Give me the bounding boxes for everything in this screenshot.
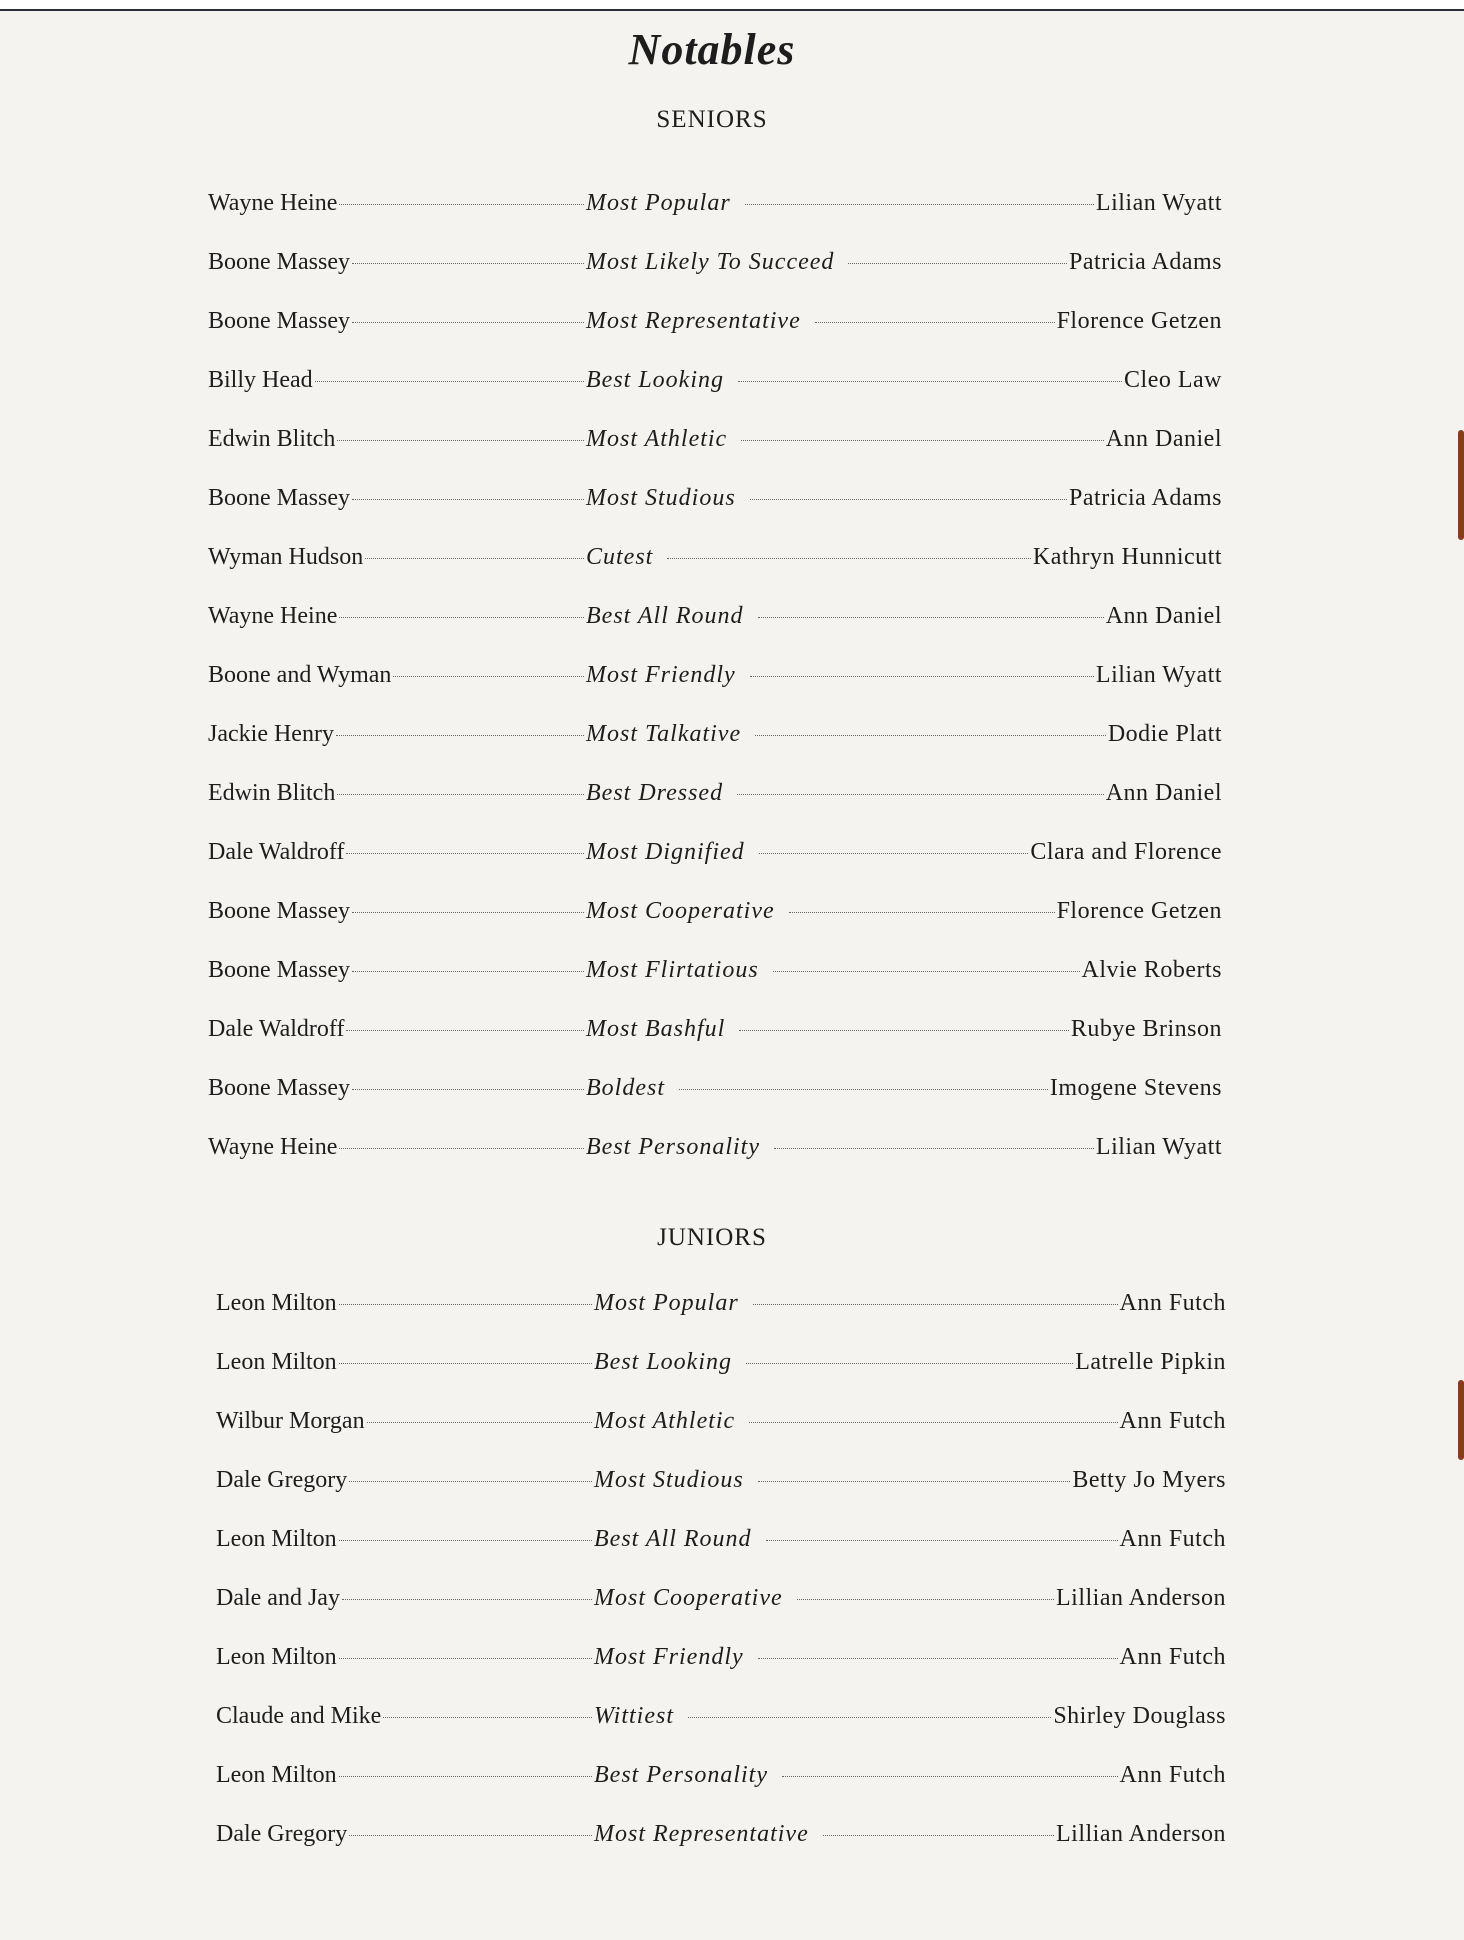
notable-row [208, 1075, 1222, 1115]
award-cell [586, 544, 1222, 571]
female-name: Ann Futch [1119, 1526, 1226, 1552]
award-cell [586, 308, 1222, 335]
award-title: Cutest [586, 544, 654, 570]
dot-leader [759, 853, 1029, 854]
female-name: Patricia Adams [1069, 485, 1222, 511]
male-name-cell [208, 780, 586, 807]
male-name: Wilbur Morgan [216, 1408, 365, 1434]
dot-leader [352, 1089, 584, 1090]
award-title: Most Athletic [594, 1408, 736, 1434]
dot-leader [383, 1717, 592, 1718]
notable-row [216, 1585, 1226, 1625]
award-title: Most Friendly [586, 662, 736, 688]
award-title: Most Likely To Succeed [586, 249, 835, 275]
notable-row [216, 1290, 1226, 1330]
award-cell [594, 1821, 1226, 1848]
award-title: Most Popular [586, 190, 731, 216]
seniors-heading: SENIORS [656, 106, 768, 133]
award-title: Most Bashful [586, 1016, 726, 1042]
award-title: Most Dignified [586, 839, 745, 865]
dot-leader [365, 558, 584, 559]
award-cell [586, 780, 1222, 807]
female-name: Patricia Adams [1069, 249, 1222, 275]
notable-row [208, 721, 1222, 761]
female-name: Ann Futch [1119, 1644, 1226, 1670]
award-cell [586, 485, 1222, 512]
male-name: Edwin Blitch [208, 426, 336, 452]
male-name: Dale and Jay [216, 1585, 340, 1611]
award-cell [586, 1134, 1222, 1161]
male-name-cell [208, 839, 586, 866]
award-title: Best Dressed [586, 780, 724, 806]
male-name: Billy Head [208, 367, 313, 393]
female-name: Ann Futch [1119, 1290, 1226, 1316]
dot-leader [339, 1540, 592, 1541]
notable-row [208, 367, 1222, 407]
dot-leader [774, 1148, 1094, 1149]
male-name: Boone Massey [208, 898, 350, 924]
award-title: Most Studious [586, 485, 736, 511]
dot-leader [352, 322, 584, 323]
male-name-cell [208, 721, 586, 748]
dot-leader [349, 1835, 592, 1836]
award-title: Best Looking [586, 367, 724, 393]
male-name-cell [208, 367, 586, 394]
juniors-heading: JUNIORS [657, 1224, 767, 1251]
award-title: Most Studious [594, 1467, 744, 1493]
male-name: Dale Gregory [216, 1821, 348, 1847]
dot-leader [766, 1540, 1118, 1541]
notable-row [208, 898, 1222, 938]
notable-row [208, 308, 1222, 348]
male-name: Leon Milton [216, 1762, 337, 1788]
dot-leader [679, 1089, 1048, 1090]
dot-leader [315, 381, 584, 382]
award-title: Most Friendly [594, 1644, 744, 1670]
dot-leader [336, 735, 584, 736]
dot-leader [758, 617, 1104, 618]
award-cell [594, 1762, 1226, 1789]
male-name-cell [208, 957, 586, 984]
award-cell [586, 1075, 1222, 1102]
dot-leader [745, 204, 1094, 205]
notable-row [208, 426, 1222, 466]
dot-leader [337, 794, 584, 795]
page-top-edge [0, 0, 1464, 11]
male-name: Wayne Heine [208, 190, 338, 216]
male-name: Leon Milton [216, 1290, 337, 1316]
award-cell [586, 1016, 1222, 1043]
notable-row [208, 603, 1222, 643]
award-cell [586, 367, 1222, 394]
award-cell [586, 426, 1222, 453]
award-cell [594, 1290, 1226, 1317]
dot-leader [755, 735, 1106, 736]
dot-leader [342, 1599, 592, 1600]
award-title: Best Personality [594, 1762, 768, 1788]
award-title: Most Representative [594, 1821, 809, 1847]
notable-row [208, 780, 1222, 820]
dot-leader [346, 1030, 584, 1031]
award-cell [594, 1585, 1226, 1612]
male-name-cell [208, 1075, 586, 1102]
dot-leader [352, 499, 584, 500]
dot-leader [758, 1481, 1071, 1482]
male-name: Boone and Wyman [208, 662, 392, 688]
female-name: Ann Daniel [1105, 603, 1222, 629]
notable-row [208, 1134, 1222, 1174]
dot-leader [352, 971, 584, 972]
notable-row [216, 1762, 1226, 1802]
male-name-cell [216, 1644, 594, 1671]
male-name-cell [216, 1821, 594, 1848]
notable-row [216, 1408, 1226, 1448]
dot-leader [352, 912, 584, 913]
male-name-cell [208, 662, 586, 689]
award-cell [586, 957, 1222, 984]
female-name: Latrelle Pipkin [1075, 1349, 1226, 1375]
male-name-cell [208, 544, 586, 571]
dot-leader [773, 971, 1080, 972]
award-title: Most Cooperative [586, 898, 775, 924]
male-name: Leon Milton [216, 1644, 337, 1670]
notable-row [208, 249, 1222, 289]
dot-leader [339, 1776, 592, 1777]
female-name: Clara and Florence [1030, 839, 1222, 865]
dot-leader [352, 263, 584, 264]
male-name: Leon Milton [216, 1526, 337, 1552]
male-name-cell [208, 190, 586, 217]
male-name: Claude and Mike [216, 1703, 382, 1729]
award-title: Most Flirtatious [586, 957, 759, 983]
award-cell [586, 662, 1222, 689]
award-cell [594, 1703, 1226, 1730]
male-name: Wayne Heine [208, 603, 338, 629]
award-cell [586, 839, 1222, 866]
dot-leader [667, 558, 1031, 559]
notable-row [208, 839, 1222, 879]
dot-leader [688, 1717, 1051, 1718]
notable-row [208, 662, 1222, 702]
notable-row [208, 485, 1222, 525]
notable-row [216, 1526, 1226, 1566]
male-name-cell [208, 1016, 586, 1043]
award-title: Best Looking [594, 1349, 732, 1375]
dot-leader [737, 794, 1104, 795]
female-name: Florence Getzen [1056, 898, 1222, 924]
male-name: Leon Milton [216, 1349, 337, 1375]
award-title: Most Popular [594, 1290, 739, 1316]
male-name-cell [208, 603, 586, 630]
male-name-cell [216, 1762, 594, 1789]
dot-leader [346, 853, 584, 854]
award-cell [594, 1526, 1226, 1553]
male-name: Dale Gregory [216, 1467, 348, 1493]
female-name: Betty Jo Myers [1072, 1467, 1226, 1493]
notable-row [208, 190, 1222, 230]
award-cell [594, 1467, 1226, 1494]
notable-row [216, 1467, 1226, 1507]
dot-leader [750, 676, 1094, 677]
dot-leader [753, 1304, 1118, 1305]
female-name: Lilian Wyatt [1095, 190, 1222, 216]
male-name-cell [216, 1526, 594, 1553]
dot-leader [782, 1776, 1118, 1777]
award-title: Wittiest [594, 1703, 674, 1729]
male-name-cell [208, 249, 586, 276]
female-name: Cleo Law [1124, 367, 1222, 393]
award-cell [594, 1349, 1226, 1376]
award-title: Most Talkative [586, 721, 742, 747]
award-cell [586, 249, 1222, 276]
male-name: Jackie Henry [208, 721, 334, 747]
male-name-cell [216, 1703, 594, 1730]
female-name: Lilian Wyatt [1095, 1134, 1222, 1160]
male-name-cell [216, 1467, 594, 1494]
male-name-cell [208, 485, 586, 512]
dot-leader [339, 1363, 592, 1364]
male-name-cell [208, 898, 586, 925]
male-name: Edwin Blitch [208, 780, 336, 806]
dot-leader [749, 1422, 1117, 1423]
dot-leader [738, 381, 1122, 382]
dot-leader [339, 1304, 592, 1305]
male-name: Boone Massey [208, 485, 350, 511]
edge-stain [1458, 1380, 1464, 1460]
dot-leader [741, 440, 1103, 441]
award-cell [586, 190, 1222, 217]
dot-leader [339, 204, 584, 205]
female-name: Imogene Stevens [1049, 1075, 1222, 1101]
male-name-cell [216, 1408, 594, 1435]
male-name: Dale Waldroff [208, 1016, 345, 1042]
female-name: Dodie Platt [1107, 721, 1222, 747]
notable-row [208, 957, 1222, 997]
dot-leader [750, 499, 1067, 500]
award-title: Most Cooperative [594, 1585, 783, 1611]
male-name: Boone Massey [208, 957, 350, 983]
award-cell [586, 603, 1222, 630]
notable-row [208, 544, 1222, 584]
notable-row [216, 1349, 1226, 1389]
female-name: Kathryn Hunnicutt [1032, 544, 1222, 570]
notable-row [216, 1703, 1226, 1743]
male-name-cell [208, 308, 586, 335]
notable-row [216, 1821, 1226, 1861]
dot-leader [848, 263, 1067, 264]
male-name-cell [208, 1134, 586, 1161]
dot-leader [349, 1481, 592, 1482]
female-name: Florence Getzen [1056, 308, 1222, 334]
dot-leader [339, 617, 584, 618]
female-name: Shirley Douglass [1053, 1703, 1226, 1729]
award-cell [594, 1408, 1226, 1435]
award-cell [586, 898, 1222, 925]
award-title: Most Representative [586, 308, 801, 334]
award-title: Most Athletic [586, 426, 728, 452]
female-name: Ann Futch [1119, 1408, 1226, 1434]
male-name: Boone Massey [208, 1075, 350, 1101]
award-title: Boldest [586, 1075, 665, 1101]
dot-leader [815, 322, 1055, 323]
award-title: Best All Round [586, 603, 744, 629]
award-title: Best All Round [594, 1526, 752, 1552]
award-cell [586, 721, 1222, 748]
female-name: Rubye Brinson [1070, 1016, 1222, 1042]
male-name: Boone Massey [208, 249, 350, 275]
notable-row [208, 1016, 1222, 1056]
male-name-cell [216, 1349, 594, 1376]
dot-leader [393, 676, 584, 677]
dot-leader [337, 440, 584, 441]
female-name: Ann Futch [1119, 1762, 1226, 1788]
dot-leader [739, 1030, 1068, 1031]
dot-leader [758, 1658, 1118, 1659]
female-name: Lilian Wyatt [1095, 662, 1222, 688]
edge-stain [1458, 430, 1464, 540]
dot-leader [339, 1658, 592, 1659]
notable-row [216, 1644, 1226, 1684]
male-name: Wyman Hudson [208, 544, 364, 570]
male-name-cell [216, 1585, 594, 1612]
female-name: Ann Daniel [1105, 780, 1222, 806]
male-name-cell [208, 426, 586, 453]
dot-leader [367, 1422, 592, 1423]
award-cell [594, 1644, 1226, 1671]
dot-leader [797, 1599, 1054, 1600]
male-name: Dale Waldroff [208, 839, 345, 865]
male-name-cell [216, 1290, 594, 1317]
female-name: Alvie Roberts [1081, 957, 1222, 983]
dot-leader [823, 1835, 1054, 1836]
dot-leader [339, 1148, 584, 1149]
award-title: Best Personality [586, 1134, 760, 1160]
female-name: Lillian Anderson [1056, 1821, 1226, 1847]
female-name: Ann Daniel [1105, 426, 1222, 452]
dot-leader [789, 912, 1055, 913]
page-title: Notables [628, 25, 796, 74]
dot-leader [746, 1363, 1073, 1364]
male-name: Boone Massey [208, 308, 350, 334]
female-name: Lillian Anderson [1056, 1585, 1226, 1611]
male-name: Wayne Heine [208, 1134, 338, 1160]
